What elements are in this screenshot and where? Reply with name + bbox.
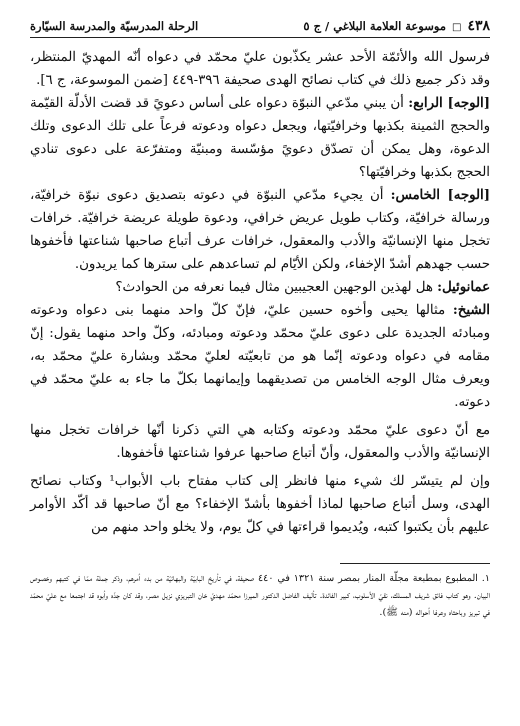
- paragraph-text: أن يجيء مدّعي النبوّة في دعوته بتصديق دعوى نبوّة خرافيّة، ورسالة خرافيّة، وكتاب طويل عريض خرافي، ودعوة طويلة عريضة خرافيّة. خرافات تخجل منها الإنسانيّة والأدب والمعقول، خرافات عرف أتباع صاحبها شناعتها فأخفوها حسب جهدهم أشدّ الإخفاء، ولكن الأيّام لم تساعدهم على سترها كما يريدون.: [30, 188, 490, 272]
- page-number: ٤٣٨: [467, 18, 490, 34]
- book-title: موسوعة العلامة البلاغي / ج ٥: [303, 19, 446, 33]
- running-head: [30, 18, 490, 38]
- footnote: ١. المطبوع بمطبعة مجلّة المنار بمصر سنة ١٣٢١ في ٤٤٠ صحيفة، في تأريخ البابيّة والبهائيّة من بدء أمرهم، وذكر جملة ممّا في كتبهم وخصوص البيان. وهو كتاب فائق شريف المسلك، نقيّ الأسلوب، كبير الفائدة. تأليف الفاضل الدكتور الميرزا محمّد مهديّ خان التبريزي نزيل مصر، وقد كان جدّه وأبوه قد اجتمعا مع عليّ محمّد في تبريز وباحثاه وعرفا أحواله (منه ﷺ).: [30, 573, 491, 618]
- paragraph: [30, 92, 490, 184]
- paragraph: [30, 299, 490, 414]
- separator-icon: □: [451, 22, 462, 33]
- paragraph-text: أن يبني مدّعي النبوّة دعواه على أساس دعويً قد قضت الأدلّة القيّمة والحجج الثمينة بكذبها وخرافيّتها، ويجعل دعواه ودعوته فرعاً على تلك الدعوى وتلك الدعوة، وهل يمكن أن تصدّق دعويً مؤسّسة ومبنيّة ومتفرّعة على دعوى تنادي الحجج بكذبها وخرافيّتها؟: [30, 96, 490, 180]
- paragraph-text: فرسول الله والأئمّة الأحد عشر يكذّبون عليّ محمّد في دعواه أنّه المهديّ المنتظر، وقد ذكر جميع ذلك في كتاب نصائح الهدى صحيفة ٣٩٦-٤٤٩ [ضمن الموسوعة، ج ٦].: [30, 50, 490, 88]
- paragraph-label: [الوجه] الخامس:: [390, 188, 490, 203]
- paragraph-text: هل لهذين الوجهين العجيبين مثال فيما نعرفه من الحوادث؟: [115, 280, 438, 295]
- paragraph-text: وإن لم يتيسّر لك شيء منها فانظر إلى كتاب مفتاح باب الأبواب¹ وكتاب نصائح الهدى، وسل أتباع صاحبها لماذا أخفوها بأشدّ الإخفاء؟ مع أنّ صاحبها قد أكّد الأوامر عليهم بأن يكتبوا كتبه، ويُديموا قراءتها في كلّ يوم، ولا يخلو واحد منهم من: [30, 474, 490, 535]
- paragraph: [30, 419, 490, 465]
- body-text: [30, 46, 490, 539]
- paragraph: [30, 276, 490, 299]
- paragraph-label: [الوجه] الرابع:: [408, 96, 490, 111]
- footnote-divider: [340, 563, 490, 564]
- speaker-label: الشيخ:: [452, 303, 490, 318]
- speaker-label: عمانوئيل:: [437, 280, 490, 295]
- paragraph-text: مع أنّ دعوى عليّ محمّد ودعوته وكتابه هي التي ذكرنا أنّها خرافات تخجل منها الإنسانيّة والأدب والمعقول، وأنّ أتباع صاحبها عرفوا شناعتها فأخفوها.: [30, 423, 490, 461]
- running-head-right: [303, 18, 490, 34]
- section-title: الرحلة المدرسيّة والمدرسة السيّارة: [30, 19, 199, 33]
- paragraph-text: مثالها يحيى وأخوه حسين عليّ، فإنّ كلّ واحد منهما بنى دعواه ودعوته ومبادئه الجديدة على دعوى عليّ محمّد ودعوته ومبادئه، وكلّ واحد منهما يقول: إنّ مقامه في دعواه ودعوته إنّما هو من تابعيّته لعليّ محمّد وبشارة عليّ محمّد به، ويعرف مثال الوجه الخامس من تصديقهما وإيمانهما بكلّ ما جاء به عليّ محمّد في دعوته.: [30, 303, 490, 410]
- paragraph: [30, 46, 490, 92]
- paragraph: [30, 470, 490, 539]
- footnotes: [30, 570, 490, 621]
- paragraph: [30, 184, 490, 276]
